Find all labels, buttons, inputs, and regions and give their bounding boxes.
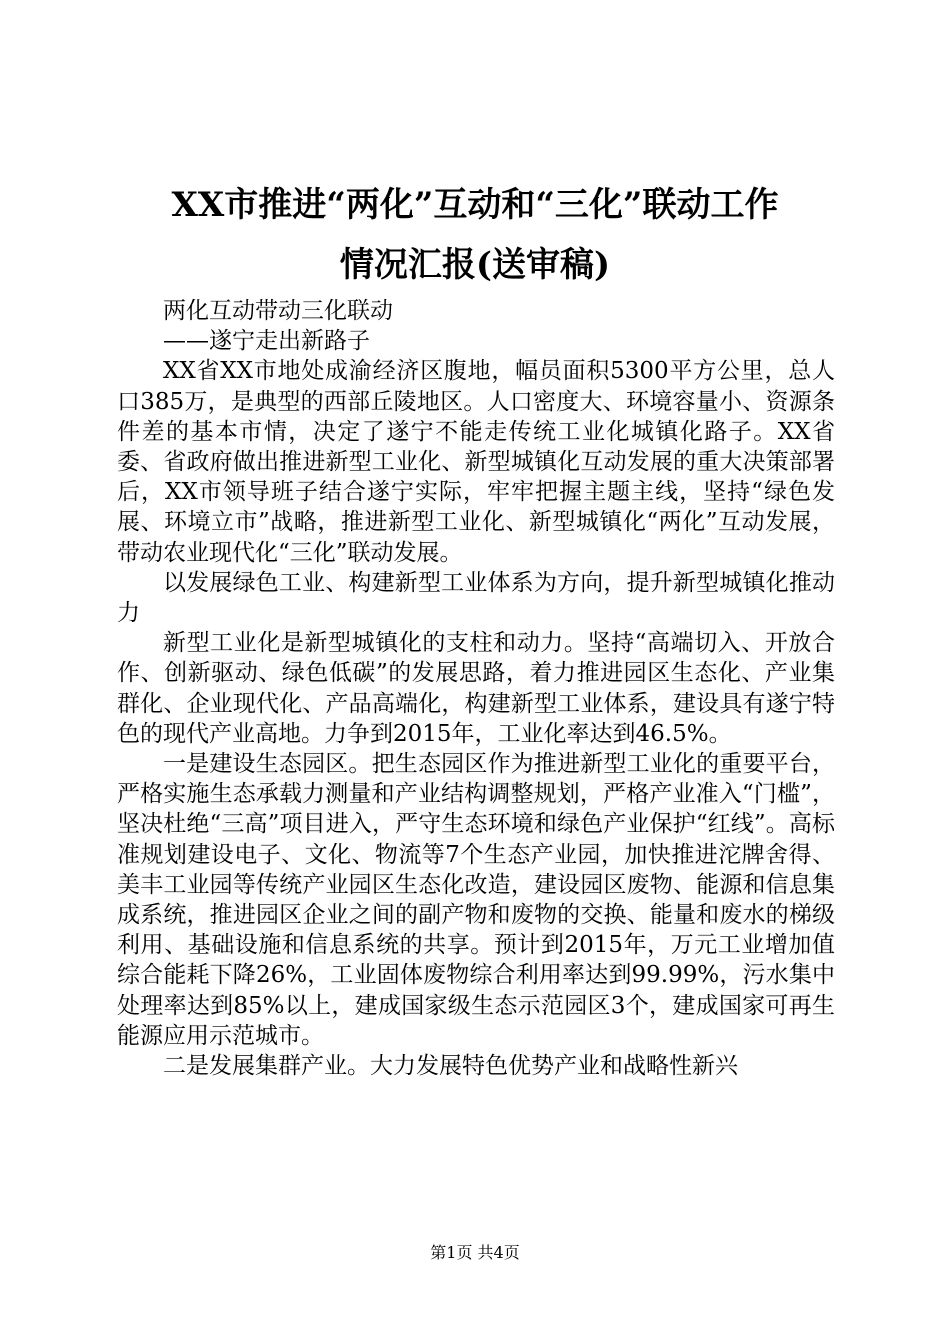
document-body <box>117 296 835 1081</box>
document-subtitle: 两化互动带动三化联动 <box>163 298 393 324</box>
document-title-line-2: 情况汇报(送审稿) <box>339 245 611 285</box>
paragraph-intro: XX省XX市地处成渝经济区腹地，幅员面积5300平方公里，总人口385万，是典型的西部丘陵地区。人口密度大、环境容量小、资源条件差的基本市情，决定了遂宁不能走传统工业化城镇化路子。XX省委、省政府做出推进新型工业化、新型城镇化互动发展的重大决策部署后，XX市领导班子结合遂宁实际，牢牢把握主题主线，坚持“绿色发展、环境立市”战略，推进新型工业化、新型城镇化“两化”互动发展，带动农业现代化“三化”联动发展。 <box>117 358 835 566</box>
paragraph-eco-parks: 一是建设生态园区。把生态园区作为推进新型工业化的重要平台，严格实施生态承载力测量和产业结构调整规划，严格产业准入“门槛”，坚决杜绝“三高”项目进入，严守生态环境和绿色产业保护“红线”。高标准规划建设电子、文化、物流等7个生态产业园，加快推进沱牌舍得、美丰工业园等传统产业园区生态化改造，建设园区废物、能源和信息集成系统，推进园区企业之间的副产物和废物的交换、能量和废水的梯级利用、基础设施和信息系统的共享。预计到2015年，万元工业增加值综合能耗下降26%，工业固体废物综合利用率达到99.99%，污水集中处理率达到85%以上，建成国家级生态示范园区3个，建成国家可再生能源应用示范城市。 <box>117 751 835 1049</box>
paragraph-industrialization: 新型工业化是新型城镇化的支柱和动力。坚持“高端切入、开放合作、创新驱动、绿色低碳”的发展思路，着力推进园区生态化、产业集群化、企业现代化、产品高端化，构建新型工业体系，建设具有遂宁特色的现代产业高地。力争到2015年，工业化率达到46.5%。 <box>117 630 835 747</box>
paragraph-cluster-industry: 二是发展集群产业。大力发展特色优势产业和战略性新兴 <box>163 1053 738 1080</box>
page-footer: 第1页 共4页 <box>430 1243 520 1262</box>
document-subtitle-2: ——遂宁走出新路子 <box>163 328 370 355</box>
paragraph-section-heading: 以发展绿色工业、构建新型工业体系为方向，提升新型城镇化推动力 <box>117 569 835 627</box>
document-title-line-1: XX市推进“两化”互动和“三化”联动工作 <box>171 185 779 225</box>
